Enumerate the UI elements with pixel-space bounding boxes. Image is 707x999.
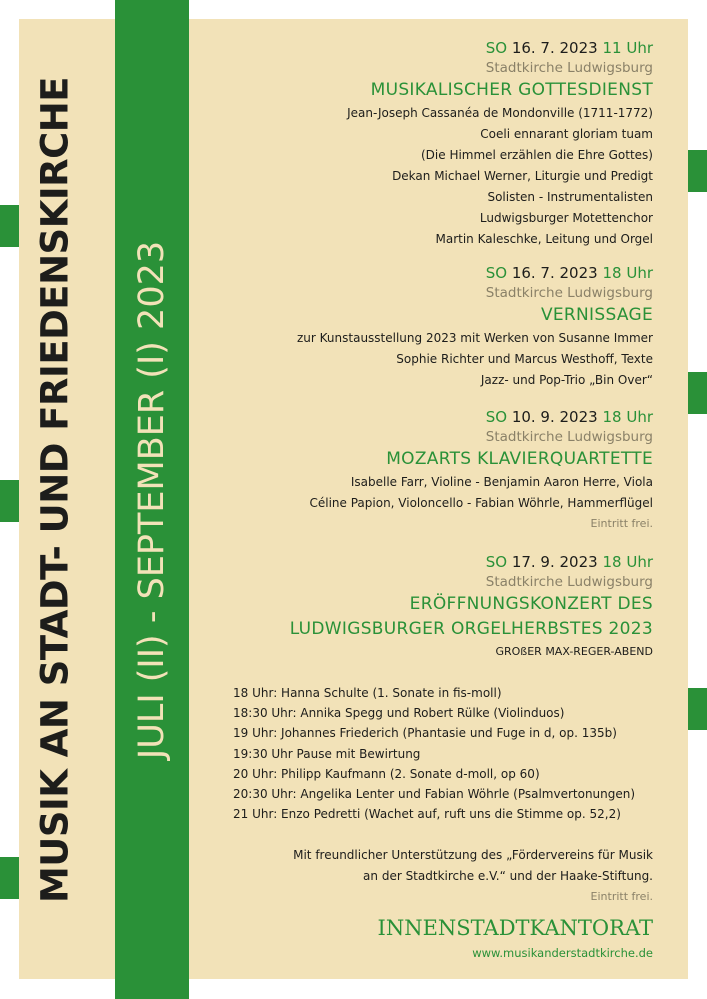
event-venue: Stadtkirche Ludwigsburg — [485, 285, 653, 301]
schedule-item: 18 Uhr: Hanna Schulte (1. Sonate in fis-moll) — [233, 686, 502, 700]
event-title: ERÖFFNUNGSKONZERT DES — [409, 594, 653, 614]
event-venue: Stadtkirche Ludwigsburg — [485, 60, 653, 76]
event-line: Coeli ennarant gloriam tuam — [480, 127, 653, 141]
left-tab-1 — [0, 205, 19, 247]
right-tab-1 — [688, 150, 707, 192]
event-venue: Stadtkirche Ludwigsburg — [485, 429, 653, 445]
event-line: Ludwigsburger Motettenchor — [479, 211, 653, 225]
event-line: zur Kunstausstellung 2023 mit Werken von Susanne Immer — [297, 331, 653, 345]
event-subtitle: GROßER MAX-REGER-ABEND — [495, 645, 653, 658]
right-tab-2 — [688, 372, 707, 414]
website-link[interactable]: www.musikanderstadtkirche.de — [472, 946, 653, 960]
event-line: Jean-Joseph Cassanéa de Mondonville (1711-1772) — [347, 106, 653, 120]
schedule-item: 20 Uhr: Philipp Kaufmann (2. Sonate d-moll, op 60) — [233, 766, 540, 781]
right-tab-3 — [688, 688, 707, 730]
event-line: Solisten - Instrumentalisten — [487, 190, 653, 204]
support-block — [213, 845, 653, 907]
event-line: Jazz- und Pop-Trio „Bin Over“ — [480, 373, 653, 387]
admission-note: Eintritt frei. — [590, 517, 653, 530]
event-title: MOZARTS KLAVIERQUARTETTE — [386, 449, 653, 469]
schedule-item: 19:30 Uhr Pause mit Bewirtung — [233, 746, 421, 761]
event-date: SO 16. 7. 2023 18 Uhr — [485, 264, 653, 282]
event-date: SO 17. 9. 2023 18 Uhr — [485, 553, 653, 571]
organization-name: INNENSTADTKANTORAT — [377, 916, 653, 940]
event-1 — [233, 38, 653, 250]
event-title: MUSIKALISCHER GOTTESDIENST — [370, 80, 653, 100]
event-date: SO 10. 9. 2023 18 Uhr — [485, 408, 653, 426]
event-3 — [233, 407, 653, 534]
admission-note: Eintritt frei. — [590, 890, 653, 903]
event-date: SO 16. 7. 2023 11 Uhr — [485, 39, 653, 57]
left-tab-3 — [0, 857, 19, 899]
event-4 — [193, 552, 653, 662]
event-line: Dekan Michael Werner, Liturgie und Predigt — [392, 169, 653, 183]
schedule-item: 21 Uhr: Enzo Pedretti (Wachet auf, ruft uns die Stimme op. 52,2) — [233, 807, 621, 822]
support-line: Mit freundlicher Unterstützung des „Fördervereins für Musik — [293, 848, 653, 862]
vertical-title: MUSIK AN STADT- UND FRIEDENSKIRCHE — [33, 76, 77, 904]
event-title: LUDWIGSBURGER ORGELHERBSTES 2023 — [289, 619, 653, 639]
event-line: Isabelle Farr, Violine - Benjamin Aaron Herre, Viola — [350, 475, 653, 489]
event-line: (Die Himmel erzählen die Ehre Gottes) — [420, 148, 653, 162]
left-tab-2 — [0, 480, 19, 522]
vertical-subtitle: JULI (II) - SEPTEMBER (I) 2023 — [132, 240, 172, 760]
event-line: Martin Kaleschke, Leitung und Orgel — [435, 232, 653, 246]
support-line: an der Stadtkirche e.V.“ und der Haake-Stiftung. — [363, 869, 653, 883]
event-line: Sophie Richter und Marcus Westhoff, Texte — [396, 352, 653, 366]
schedule-item: 20:30 Uhr: Angelika Lenter und Fabian Wöhrle (Psalmvertonungen) — [233, 787, 636, 802]
schedule-item: 19 Uhr: Johannes Friederich (Phantasie und Fuge in d, op. 135b) — [233, 726, 617, 741]
schedule-list — [233, 683, 673, 824]
event-venue: Stadtkirche Ludwigsburg — [485, 574, 653, 590]
event-2 — [233, 263, 653, 391]
event-title: VERNISSAGE — [540, 305, 653, 325]
schedule-item: 18:30 Uhr: Annika Spegg und Robert Rülke (Violinduos) — [233, 706, 565, 721]
event-line: Céline Papion, Violoncello - Fabian Wöhrle, Hammerflügel — [309, 496, 653, 510]
